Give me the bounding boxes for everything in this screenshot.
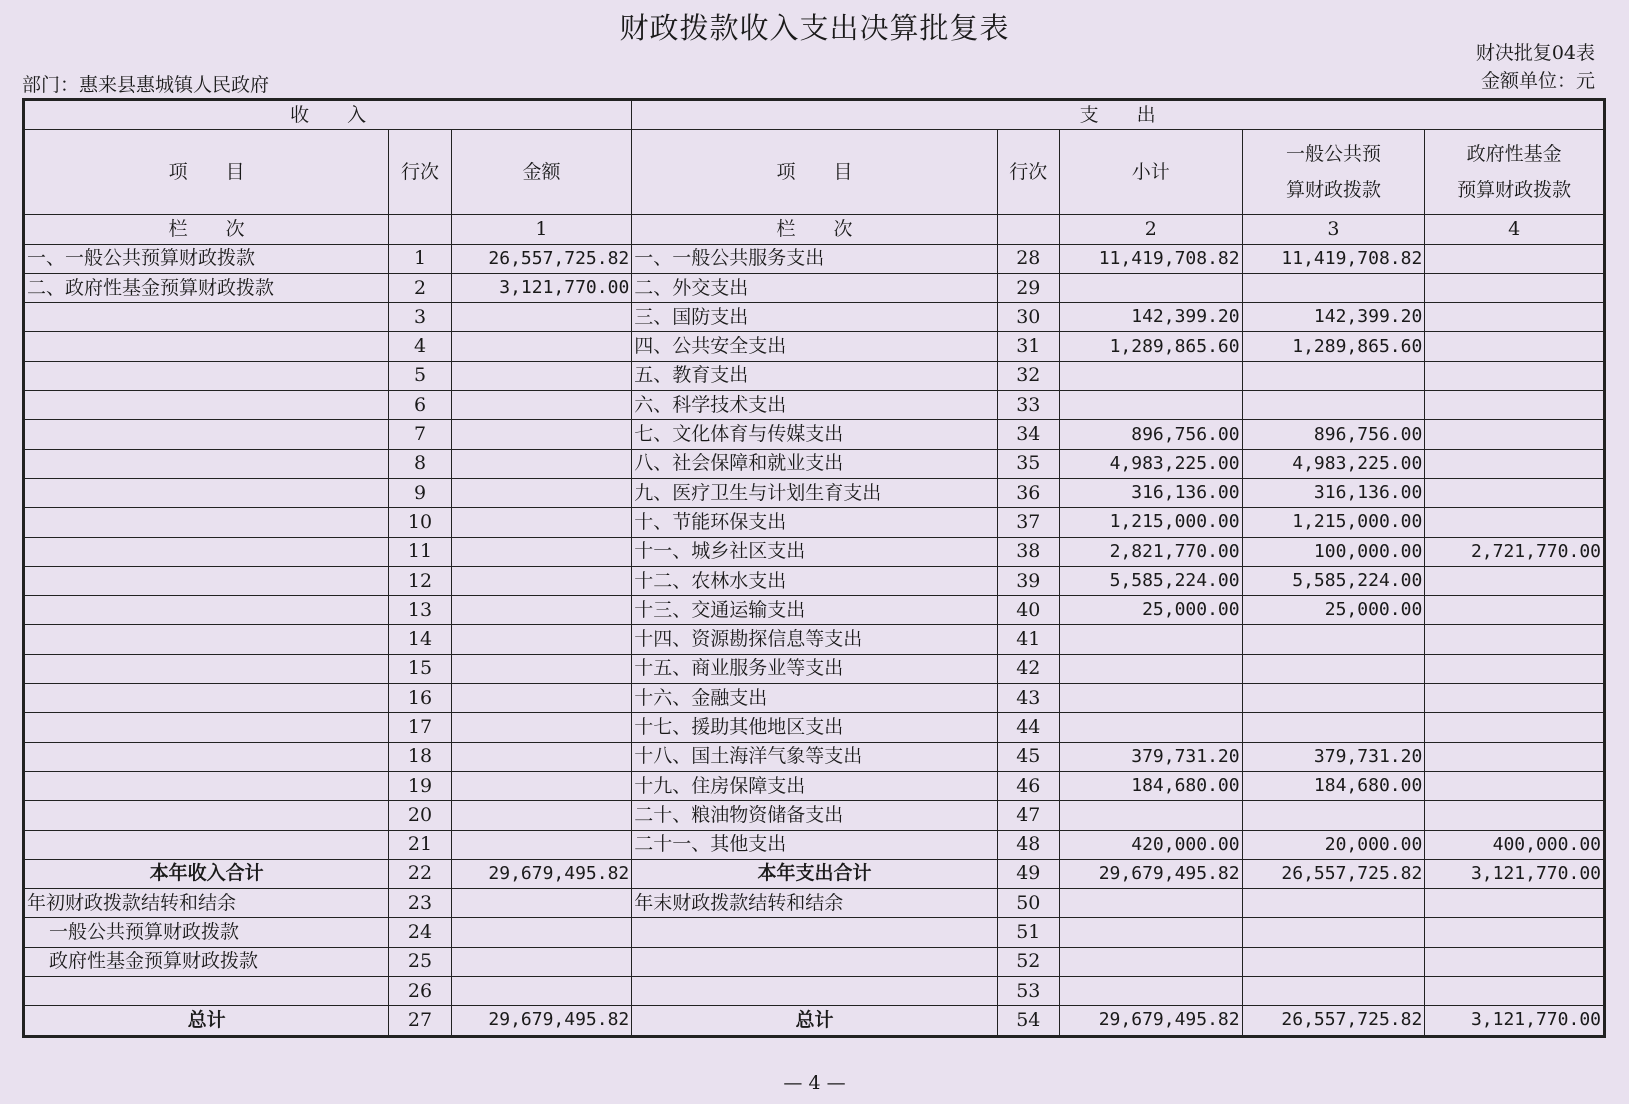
income-amount-cell <box>451 947 632 976</box>
subtotal-cell: 1,215,000.00 <box>1059 508 1242 537</box>
fund-cell <box>1425 713 1605 742</box>
expense-item-cell <box>632 977 997 1006</box>
expense-item-cell: 五、教育支出 <box>632 361 997 390</box>
expense-item-cell: 十三、交通运输支出 <box>632 596 997 625</box>
fund-cell <box>1425 273 1605 302</box>
income-row-cell: 2 <box>389 273 451 302</box>
income-row-cell: 27 <box>389 1006 451 1036</box>
income-amount-cell <box>451 508 632 537</box>
expense-index-row <box>997 215 1059 244</box>
general-cell: 896,756.00 <box>1242 420 1425 449</box>
income-header: 收 入 <box>24 100 632 130</box>
general-cell <box>1242 801 1425 830</box>
income-item-cell: 本年收入合计 <box>24 859 389 888</box>
subtotal-cell: 29,679,495.82 <box>1059 859 1242 888</box>
table-row <box>24 889 1605 918</box>
header-row-sections <box>24 100 1605 130</box>
expense-row-cell: 40 <box>997 596 1059 625</box>
income-amount-cell: 3,121,770.00 <box>451 273 632 302</box>
fund-cell <box>1425 625 1605 654</box>
general-cell <box>1242 713 1425 742</box>
income-item-cell <box>24 478 389 507</box>
expense-row-cell: 28 <box>997 244 1059 273</box>
income-row-cell: 14 <box>389 625 451 654</box>
fund-cell: 400,000.00 <box>1425 830 1605 859</box>
income-item-cell <box>24 391 389 420</box>
table-row <box>24 449 1605 478</box>
income-item-cell: 一般公共预算财政拨款 <box>24 918 389 947</box>
fund-cell: 3,121,770.00 <box>1425 1006 1605 1036</box>
income-row-cell: 20 <box>389 801 451 830</box>
income-item-cell <box>24 684 389 713</box>
subtotal-cell: 1,289,865.60 <box>1059 332 1242 361</box>
expense-item-cell: 十、节能环保支出 <box>632 508 997 537</box>
general-cell: 11,419,708.82 <box>1242 244 1425 273</box>
table-row <box>24 244 1605 273</box>
expense-item-cell: 三、国防支出 <box>632 303 997 332</box>
expense-row-cell: 39 <box>997 566 1059 595</box>
income-item-cell <box>24 654 389 683</box>
income-item-cell: 一、一般公共预算财政拨款 <box>24 244 389 273</box>
expense-item-cell: 一、一般公共服务支出 <box>632 244 997 273</box>
table-row <box>24 420 1605 449</box>
expense-row-cell: 37 <box>997 508 1059 537</box>
income-row-cell: 19 <box>389 771 451 800</box>
fund-cell <box>1425 742 1605 771</box>
expense-item-cell: 四、公共安全支出 <box>632 332 997 361</box>
expense-item-cell: 年末财政拨款结转和结余 <box>632 889 997 918</box>
expense-item-cell: 十四、资源勘探信息等支出 <box>632 625 997 654</box>
col-income-amount: 金额 <box>451 130 632 215</box>
col-general <box>1242 130 1425 215</box>
table-row <box>24 859 1605 888</box>
income-item-cell <box>24 303 389 332</box>
expense-item-cell: 二十一、其他支出 <box>632 830 997 859</box>
expense-row-cell: 48 <box>997 830 1059 859</box>
table-row <box>24 830 1605 859</box>
income-index-label: 栏 次 <box>24 215 389 244</box>
income-amount-cell <box>451 625 632 654</box>
table-row <box>24 478 1605 507</box>
income-item-cell <box>24 742 389 771</box>
income-amount-cell <box>451 654 632 683</box>
income-amount-cell <box>451 713 632 742</box>
table-row <box>24 771 1605 800</box>
fund-cell <box>1425 947 1605 976</box>
income-item-cell <box>24 508 389 537</box>
income-amount-cell: 29,679,495.82 <box>451 1006 632 1036</box>
income-amount-cell <box>451 771 632 800</box>
expense-row-cell: 52 <box>997 947 1059 976</box>
fund-cell <box>1425 478 1605 507</box>
general-cell: 1,289,865.60 <box>1242 332 1425 361</box>
income-item-cell <box>24 977 389 1006</box>
general-cell: 379,731.20 <box>1242 742 1425 771</box>
general-cell <box>1242 654 1425 683</box>
header-row-columns <box>24 130 1605 215</box>
income-amount-cell <box>451 478 632 507</box>
expense-index-label: 栏 次 <box>632 215 997 244</box>
general-cell: 316,136.00 <box>1242 478 1425 507</box>
subtotal-cell <box>1059 889 1242 918</box>
subtotal-cell: 11,419,708.82 <box>1059 244 1242 273</box>
expense-row-cell: 54 <box>997 1006 1059 1036</box>
general-cell: 5,585,224.00 <box>1242 566 1425 595</box>
income-amount-cell <box>451 449 632 478</box>
fund-cell <box>1425 654 1605 683</box>
subtotal-cell <box>1059 273 1242 302</box>
table-row <box>24 654 1605 683</box>
income-amount-cell <box>451 361 632 390</box>
col-fund-line1: 政府性基金 <box>1466 143 1562 166</box>
general-cell <box>1242 273 1425 302</box>
income-item-cell: 政府性基金预算财政拨款 <box>24 947 389 976</box>
general-cell <box>1242 391 1425 420</box>
expense-item-cell: 十八、国土海洋气象等支出 <box>632 742 997 771</box>
general-cell: 184,680.00 <box>1242 771 1425 800</box>
expense-item-cell: 七、文化体育与传媒支出 <box>632 420 997 449</box>
col-income-row: 行次 <box>389 130 451 215</box>
fund-cell <box>1425 889 1605 918</box>
expense-row-cell: 53 <box>997 977 1059 1006</box>
general-cell: 100,000.00 <box>1242 537 1425 566</box>
expense-row-cell: 42 <box>997 654 1059 683</box>
expense-row-cell: 29 <box>997 273 1059 302</box>
income-row-cell: 23 <box>389 889 451 918</box>
general-cell: 25,000.00 <box>1242 596 1425 625</box>
subtotal-cell <box>1059 625 1242 654</box>
expense-header: 支 出 <box>632 100 1605 130</box>
income-item-cell <box>24 801 389 830</box>
fund-cell <box>1425 332 1605 361</box>
subtotal-cell: 316,136.00 <box>1059 478 1242 507</box>
income-amount-cell <box>451 918 632 947</box>
income-item-cell <box>24 361 389 390</box>
income-item-cell <box>24 420 389 449</box>
income-row-cell: 11 <box>389 537 451 566</box>
expense-item-cell: 八、社会保障和就业支出 <box>632 449 997 478</box>
table-row <box>24 1006 1605 1036</box>
subtotal-cell: 142,399.20 <box>1059 303 1242 332</box>
income-amount-cell <box>451 420 632 449</box>
col-subtotal: 小计 <box>1059 130 1242 215</box>
table-row <box>24 361 1605 390</box>
income-amount-cell <box>451 830 632 859</box>
income-item-cell <box>24 625 389 654</box>
expense-item-cell: 十六、金融支出 <box>632 684 997 713</box>
general-cell: 26,557,725.82 <box>1242 859 1425 888</box>
expense-row-cell: 43 <box>997 684 1059 713</box>
income-row-cell: 13 <box>389 596 451 625</box>
subtotal-cell: 379,731.20 <box>1059 742 1242 771</box>
income-item-cell <box>24 449 389 478</box>
table-row <box>24 332 1605 361</box>
subtotal-cell: 420,000.00 <box>1059 830 1242 859</box>
expense-item-cell <box>632 947 997 976</box>
income-row-cell: 9 <box>389 478 451 507</box>
income-row-cell: 16 <box>389 684 451 713</box>
form-number: 财决批复04表 <box>1475 42 1595 64</box>
income-amount-cell <box>451 977 632 1006</box>
expense-index-2: 2 <box>1059 215 1242 244</box>
expense-row-cell: 45 <box>997 742 1059 771</box>
general-cell: 142,399.20 <box>1242 303 1425 332</box>
fund-cell <box>1425 801 1605 830</box>
col-income-item: 项 目 <box>24 130 389 215</box>
table-row <box>24 918 1605 947</box>
fund-cell <box>1425 918 1605 947</box>
fund-cell <box>1425 684 1605 713</box>
expense-item-cell: 九、医疗卫生与计划生育支出 <box>632 478 997 507</box>
subtotal-cell: 2,821,770.00 <box>1059 537 1242 566</box>
expense-row-cell: 51 <box>997 918 1059 947</box>
fund-cell: 3,121,770.00 <box>1425 859 1605 888</box>
expense-row-cell: 32 <box>997 361 1059 390</box>
subtotal-cell: 896,756.00 <box>1059 420 1242 449</box>
income-index-1: 1 <box>451 215 632 244</box>
subtotal-cell <box>1059 801 1242 830</box>
subtotal-cell: 184,680.00 <box>1059 771 1242 800</box>
income-row-cell: 10 <box>389 508 451 537</box>
subtotal-cell <box>1059 947 1242 976</box>
expense-item-cell: 二、外交支出 <box>632 273 997 302</box>
expense-row-cell: 31 <box>997 332 1059 361</box>
income-amount-cell: 29,679,495.82 <box>451 859 632 888</box>
income-item-cell <box>24 566 389 595</box>
fund-cell <box>1425 449 1605 478</box>
general-cell: 20,000.00 <box>1242 830 1425 859</box>
fund-cell <box>1425 391 1605 420</box>
income-amount-cell <box>451 684 632 713</box>
table-row <box>24 625 1605 654</box>
fund-cell <box>1425 244 1605 273</box>
expense-item-cell: 十九、住房保障支出 <box>632 771 997 800</box>
subtotal-cell <box>1059 361 1242 390</box>
col-general-line1: 一般公共预 <box>1285 143 1381 166</box>
income-item-cell <box>24 771 389 800</box>
income-amount-cell <box>451 566 632 595</box>
expense-row-cell: 35 <box>997 449 1059 478</box>
general-cell <box>1242 977 1425 1006</box>
page-number: — 4 — <box>783 1072 846 1094</box>
income-item-cell: 二、政府性基金预算财政拨款 <box>24 273 389 302</box>
expense-item-cell: 总计 <box>632 1006 997 1036</box>
income-amount-cell <box>451 801 632 830</box>
expense-item-cell: 十二、农林水支出 <box>632 566 997 595</box>
expense-item-cell: 十七、援助其他地区支出 <box>632 713 997 742</box>
expense-item-cell: 六、科学技术支出 <box>632 391 997 420</box>
income-row-cell: 18 <box>389 742 451 771</box>
general-cell <box>1242 947 1425 976</box>
expense-item-cell: 本年支出合计 <box>632 859 997 888</box>
general-cell: 1,215,000.00 <box>1242 508 1425 537</box>
fund-cell <box>1425 361 1605 390</box>
subtotal-cell: 4,983,225.00 <box>1059 449 1242 478</box>
income-row-cell: 12 <box>389 566 451 595</box>
subtotal-cell <box>1059 918 1242 947</box>
income-item-cell <box>24 537 389 566</box>
income-row-cell: 1 <box>389 244 451 273</box>
income-row-cell: 3 <box>389 303 451 332</box>
expense-item-cell: 十五、商业服务业等支出 <box>632 654 997 683</box>
income-index-row <box>389 215 451 244</box>
table-row <box>24 566 1605 595</box>
table-row <box>24 713 1605 742</box>
expense-row-cell: 38 <box>997 537 1059 566</box>
income-amount-cell <box>451 332 632 361</box>
col-fund-line2: 预算财政拨款 <box>1457 179 1572 202</box>
income-row-cell: 21 <box>389 830 451 859</box>
expense-item-cell: 二十、粮油物资储备支出 <box>632 801 997 830</box>
income-row-cell: 6 <box>389 391 451 420</box>
general-cell <box>1242 918 1425 947</box>
income-amount-cell <box>451 391 632 420</box>
income-amount-cell <box>451 889 632 918</box>
fund-cell <box>1425 303 1605 332</box>
expense-row-cell: 50 <box>997 889 1059 918</box>
fund-cell: 2,721,770.00 <box>1425 537 1605 566</box>
income-row-cell: 24 <box>389 918 451 947</box>
table-row <box>24 537 1605 566</box>
table-row <box>24 947 1605 976</box>
income-row-cell: 26 <box>389 977 451 1006</box>
general-cell: 4,983,225.00 <box>1242 449 1425 478</box>
income-row-cell: 8 <box>389 449 451 478</box>
col-expense-row: 行次 <box>997 130 1059 215</box>
expense-row-cell: 36 <box>997 478 1059 507</box>
expense-row-cell: 34 <box>997 420 1059 449</box>
table-row <box>24 303 1605 332</box>
income-item-cell <box>24 332 389 361</box>
income-amount-cell: 26,557,725.82 <box>451 244 632 273</box>
header-row-index <box>24 215 1605 244</box>
general-cell <box>1242 889 1425 918</box>
table-row <box>24 391 1605 420</box>
income-amount-cell <box>451 596 632 625</box>
general-cell <box>1242 625 1425 654</box>
general-cell <box>1242 684 1425 713</box>
page-title: 财政拨款收入支出决算批复表 <box>619 11 1010 45</box>
col-general-line2: 算财政拨款 <box>1285 179 1381 202</box>
income-row-cell: 15 <box>389 654 451 683</box>
income-amount-cell <box>451 303 632 332</box>
income-item-cell <box>24 830 389 859</box>
subtotal-cell <box>1059 391 1242 420</box>
subtotal-cell <box>1059 684 1242 713</box>
general-cell: 26,557,725.82 <box>1242 1006 1425 1036</box>
income-item-cell <box>24 596 389 625</box>
table-row <box>24 684 1605 713</box>
amount-unit: 金额单位：元 <box>1480 70 1595 92</box>
income-row-cell: 22 <box>389 859 451 888</box>
income-item-cell: 年初财政拨款结转和结余 <box>24 889 389 918</box>
income-row-cell: 25 <box>389 947 451 976</box>
income-amount-cell <box>451 537 632 566</box>
income-item-cell <box>24 713 389 742</box>
table-row <box>24 273 1605 302</box>
income-row-cell: 7 <box>389 420 451 449</box>
general-cell <box>1242 361 1425 390</box>
subtotal-cell: 29,679,495.82 <box>1059 1006 1242 1036</box>
expense-item-cell <box>632 918 997 947</box>
table-row <box>24 508 1605 537</box>
department-label: 部门：惠来县惠城镇人民政府 <box>22 74 270 96</box>
table-row <box>24 596 1605 625</box>
table-row <box>24 801 1605 830</box>
expense-item-cell: 十一、城乡社区支出 <box>632 537 997 566</box>
fund-cell <box>1425 596 1605 625</box>
expense-row-cell: 44 <box>997 713 1059 742</box>
expense-row-cell: 30 <box>997 303 1059 332</box>
income-row-cell: 5 <box>389 361 451 390</box>
income-row-cell: 4 <box>389 332 451 361</box>
fund-cell <box>1425 771 1605 800</box>
income-item-cell: 总计 <box>24 1006 389 1036</box>
fund-cell <box>1425 508 1605 537</box>
col-fund <box>1425 130 1605 215</box>
subtotal-cell: 5,585,224.00 <box>1059 566 1242 595</box>
income-row-cell: 17 <box>389 713 451 742</box>
expense-row-cell: 49 <box>997 859 1059 888</box>
budget-table <box>22 98 1606 1038</box>
table-row <box>24 977 1605 1006</box>
subtotal-cell: 25,000.00 <box>1059 596 1242 625</box>
expense-row-cell: 41 <box>997 625 1059 654</box>
expense-row-cell: 46 <box>997 771 1059 800</box>
income-amount-cell <box>451 742 632 771</box>
expense-index-4: 4 <box>1425 215 1605 244</box>
subtotal-cell <box>1059 977 1242 1006</box>
fund-cell <box>1425 977 1605 1006</box>
subtotal-cell <box>1059 713 1242 742</box>
expense-row-cell: 47 <box>997 801 1059 830</box>
expense-index-3: 3 <box>1242 215 1425 244</box>
fund-cell <box>1425 420 1605 449</box>
subtotal-cell <box>1059 654 1242 683</box>
expense-row-cell: 33 <box>997 391 1059 420</box>
col-expense-item: 项 目 <box>632 130 997 215</box>
table-row <box>24 742 1605 771</box>
fund-cell <box>1425 566 1605 595</box>
